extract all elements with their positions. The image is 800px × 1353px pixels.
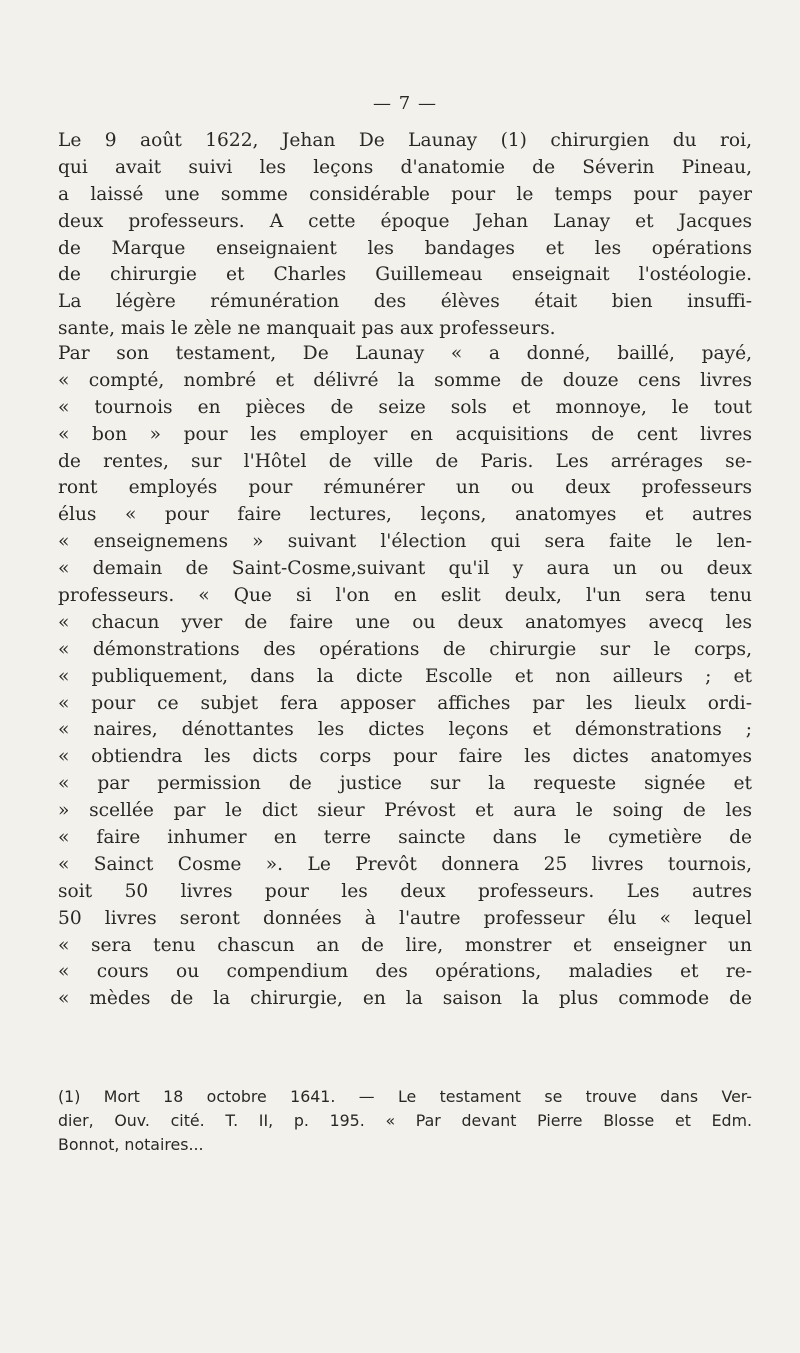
- footnote-line: dier, Ouv. cité. T. II, p. 195. « Par devant Pierre Blosse et Edm.: [58, 1111, 752, 1130]
- text-line: « naires, dénottantes les dictes leçons et démonstrations ;: [58, 719, 752, 741]
- text-line: « sera tenu chascun an de lire, monstrer et enseigner un: [58, 934, 752, 956]
- footnote-line: Bonnot, notaires...: [58, 1135, 204, 1154]
- text-line: soit 50 livres pour les deux professeurs. Les autres: [58, 880, 752, 902]
- text-line: a laissé une somme considérable pour le temps pour payer: [58, 183, 752, 205]
- page-number: — 7 —: [373, 93, 437, 114]
- text-line: « compté, nombré et délivré la somme de douze cens livres: [58, 369, 752, 391]
- text-line: « chacun yver de faire une ou deux anatomyes avecq les: [58, 611, 752, 633]
- paragraph-2: [58, 341, 752, 1013]
- text-line: « bon » pour les employer en acquisitions de cent livres: [58, 423, 752, 445]
- text-line: « Sainct Cosme ». Le Prevôt donnera 25 livres tournois,: [58, 853, 752, 875]
- text-line: « cours ou compendium des opérations, maladies et re-: [58, 961, 752, 983]
- text-line: « obtiendra les dicts corps pour faire les dictes anatomyes: [58, 746, 752, 768]
- text-line: « faire inhumer en terre saincte dans le cymetière de: [58, 827, 752, 849]
- text-line: « enseignemens » suivant l'élection qui sera faite le len-: [58, 531, 752, 553]
- document-page: [58, 0, 752, 1353]
- text-line: « demain de Saint-Cosme,suivant qu'il y aura un ou deux: [58, 558, 752, 580]
- footnote: [58, 1085, 752, 1157]
- text-line: « mèdes de la chirurgie, en la saison la plus commode de: [58, 988, 752, 1010]
- text-line: « tournois en pièces de seize sols et monnoye, le tout: [58, 396, 752, 418]
- text-line: 50 livres seront données à l'autre professeur élu « lequel: [58, 907, 752, 929]
- text-line: de chirurgie et Charles Guillemeau enseignait l'ostéologie.: [58, 264, 752, 286]
- text-line: Le 9 août 1622, Jehan De Launay (1) chirurgien du roi,: [58, 130, 752, 151]
- text-line: Par son testament, De Launay « a donné, baillé, payé,: [58, 343, 752, 364]
- text-line: « publiquement, dans la dicte Escolle et non ailleurs ; et: [58, 665, 752, 687]
- text-line: professeurs. « Que si l'on en eslit deulx, l'un sera tenu: [58, 585, 752, 607]
- text-line: La légère rémunération des élèves était bien insuffi-: [58, 291, 752, 313]
- text-line: de rentes, sur l'Hôtel de ville de Paris. Les arrérages se-: [58, 450, 752, 472]
- text-line: « par permission de justice sur la requeste signée et: [58, 773, 752, 795]
- text-line: deux professeurs. A cette époque Jehan Lanay et Jacques: [58, 210, 752, 232]
- footnote-line: (1) Mort 18 octobre 1641. — Le testament se trouve dans Ver-: [58, 1087, 752, 1106]
- text-line: sante, mais le zèle ne manquait pas aux professeurs.: [58, 318, 556, 340]
- text-line: « démonstrations des opérations de chirurgie sur le corps,: [58, 638, 752, 660]
- text-line: » scellée par le dict sieur Prévost et aura le soing de les: [58, 800, 752, 822]
- text-line: de Marque enseignaient les bandages et les opérations: [58, 237, 752, 259]
- text-line: ront employés pour rémunérer un ou deux professeurs: [58, 477, 752, 499]
- text-line: qui avait suivi les leçons d'anatomie de Séverin Pineau,: [58, 156, 752, 178]
- text-line: élus « pour faire lectures, leçons, anatomyes et autres: [58, 504, 752, 526]
- paragraph-1: [58, 128, 752, 343]
- text-line: « pour ce subjet fera apposer affiches par les lieulx ordi-: [58, 692, 752, 714]
